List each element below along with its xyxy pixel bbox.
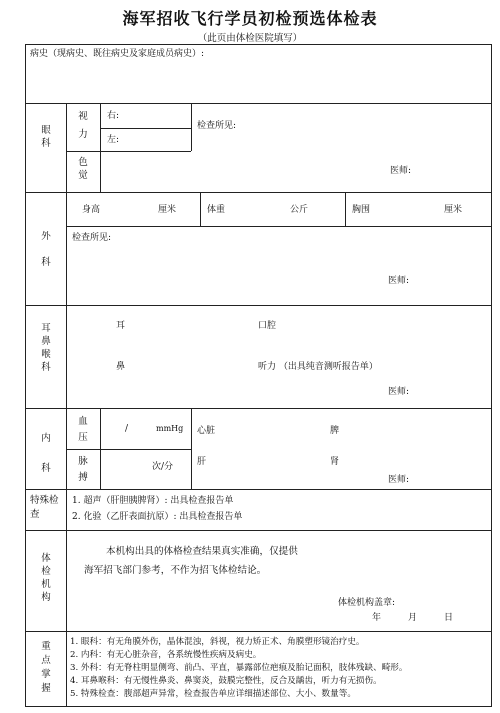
date-month-label: 月 (408, 613, 418, 623)
medical-history-label: 病史（现病史、既往病史及家庭成员病史）: (30, 49, 205, 59)
surgery-findings-label: 检查所见: (72, 233, 112, 243)
form-subtitle: （此页由体检医院填写） (197, 33, 303, 44)
bp-unit: mmHg (156, 424, 184, 433)
heart-label: 心脏 (197, 426, 216, 436)
special-section-label: 特殊检查 (30, 495, 59, 520)
bp-slash: / (125, 424, 129, 434)
pulse-unit: 次/分 (152, 462, 174, 472)
height-unit: 厘米 (158, 205, 177, 215)
key-point-2: 2. 内科：有无心脏杂音，各系统慢性疾病及病史。 (70, 650, 262, 660)
height-label: 身高 (82, 205, 101, 215)
spleen-label: 脾 (330, 426, 340, 436)
date-year-label: 年 (372, 613, 382, 623)
pulse-label: 脉搏 (78, 456, 88, 483)
key-points-section-label: 重点掌握 (41, 641, 51, 694)
eye-section-label: 眼科 (41, 125, 51, 149)
eye-doctor-label: 医师: (390, 166, 412, 176)
institution-section-label: 体检机构 (41, 553, 51, 603)
bp-label: 血压 (78, 416, 88, 443)
surgery-section-label: 外科 (41, 231, 51, 268)
liver-label: 肝 (197, 457, 207, 467)
ent-doctor-label: 医师: (388, 387, 410, 397)
date-day-label: 日 (444, 613, 454, 623)
mouth-label: 口腔 (258, 321, 277, 331)
color-vision-label: 色觉 (78, 157, 88, 181)
special-item-2: 2. 化验（乙肝表面抗原）: 出具检查报告单 (72, 512, 243, 522)
vision-right-label: 右: (107, 111, 120, 121)
weight-unit: 公斤 (290, 205, 309, 215)
ear-label: 耳 (116, 321, 126, 331)
key-point-4: 4. 耳鼻喉科：有无慢性鼻炎、鼻窦炎，鼓膜完整性，反合及龋齿，听力有无损伤。 (70, 676, 382, 686)
institution-seal-label: 体检机构盖章: (338, 598, 396, 608)
institution-statement-line1: 本机构出具的体格检查结果真实准确，仅提供 (106, 546, 298, 557)
nose-label: 鼻 (116, 362, 126, 372)
key-point-3: 3. 外科：有无脊柱明显侧弯、前凸、平直，暴露部位疤痕及胎记面积，肢体残缺、畸形。 (70, 663, 408, 673)
vision-left-label: 左: (107, 135, 120, 145)
surgery-doctor-label: 医师: (388, 276, 410, 286)
institution-statement-line2: 海军招飞部门参考，不作为招飞体检结论。 (84, 565, 267, 576)
internal-doctor-label: 医师: (388, 475, 410, 485)
eye-findings-label: 检查所见: (197, 121, 237, 131)
chest-label: 胸围 (352, 205, 371, 215)
chest-unit: 厘米 (444, 205, 463, 215)
weight-label: 体重 (207, 205, 226, 215)
kidney-label: 肾 (330, 457, 340, 467)
form-title: 海军招收飞行学员初检预选体检表 (122, 9, 378, 28)
key-point-1: 1. 眼科：有无角膜外伤，晶体混浊，斜视，视力矫正术、角膜塑形镜治疗史。 (70, 637, 365, 647)
special-item-1: 1. 超声（肝胆胰脾肾）: 出具检查报告单 (72, 496, 234, 506)
internal-section-label: 内科 (41, 433, 51, 474)
ent-section-label: 耳鼻喉科 (41, 323, 51, 373)
vision-label: 视力 (78, 111, 88, 140)
key-point-5: 5. 特殊检查：腹部超声异常，检查报告单应详细描述部位、大小、数量等。 (70, 689, 356, 699)
hearing-label: 听力 （出具纯音测听报告单） (258, 362, 378, 372)
